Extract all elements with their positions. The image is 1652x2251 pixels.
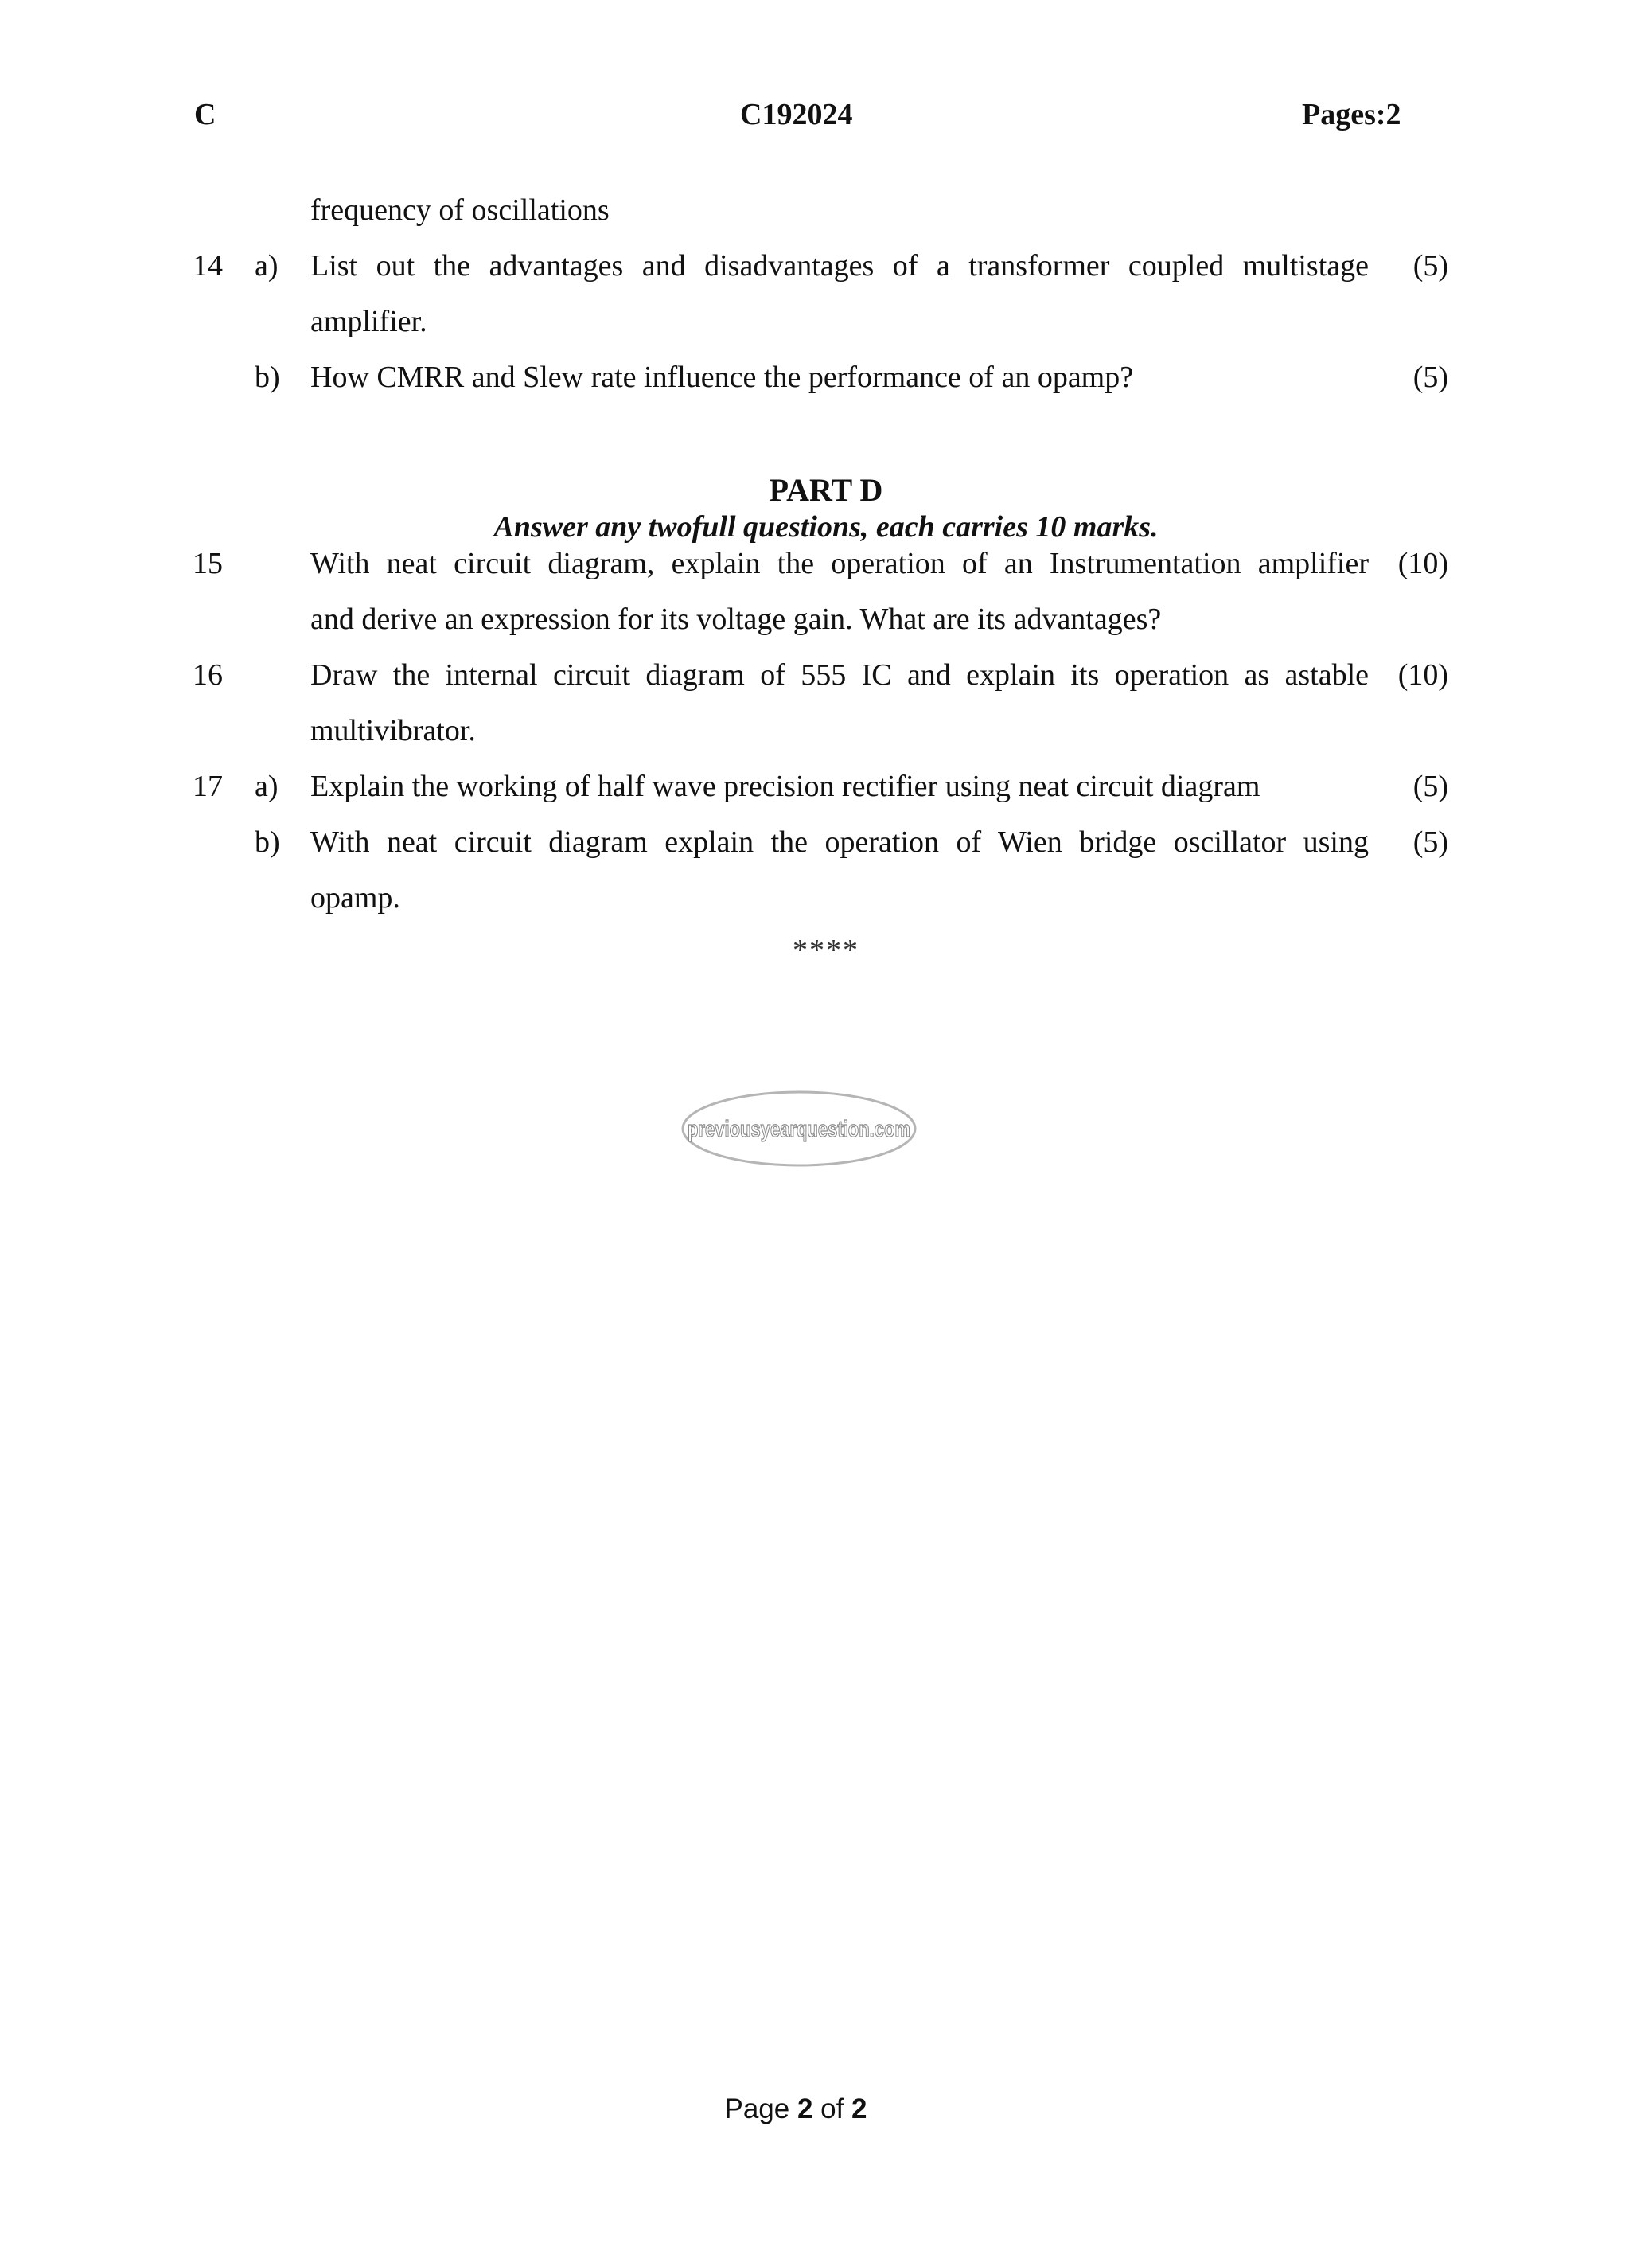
- footer-prefix: Page: [724, 2093, 797, 2124]
- marks: (5): [1412, 361, 1448, 394]
- question-text: How CMRR and Slew rate influence the performance of an opamp?: [310, 361, 1134, 394]
- marks: (5): [1412, 249, 1448, 283]
- question-text-line: With neat circuit diagram, explain the operation of an Instrumentation amplifier: [310, 547, 1369, 580]
- question-text-line: With neat circuit diagram explain the operation of Wien bridge oscillator using: [310, 825, 1369, 859]
- svg-text:previousyearquestion.com: previousyearquestion.com: [688, 1117, 910, 1142]
- sub-question-label: b): [255, 361, 280, 394]
- section-instruction: Answer any twofull questions, each carries 10 marks.: [493, 510, 1159, 544]
- paper-series: C: [194, 98, 216, 131]
- sub-question-label: b): [255, 825, 280, 859]
- question-text: Explain the working of half wave precision rectifier using neat circuit diagram: [310, 770, 1260, 803]
- sub-question-label: a): [255, 770, 279, 803]
- question-number: 15: [193, 547, 223, 580]
- question-text-line: Draw the internal circuit diagram of 555 IC and explain its operation as astable: [310, 658, 1369, 692]
- footer-current-page: 2: [797, 2093, 813, 2124]
- page-footer: [0, 2093, 1592, 2125]
- question-text-line: List out the advantages and disadvantages of a transformer coupled multistage: [310, 249, 1369, 283]
- paper-code: C192024: [740, 98, 853, 131]
- end-mark: ****: [793, 934, 859, 967]
- question-number: 16: [193, 658, 223, 692]
- watermark-logo: [680, 1089, 918, 1168]
- question-text-line: and derive an expression for its voltage gain. What are its advantages?: [310, 603, 1162, 636]
- question-number: 14: [193, 249, 223, 283]
- footer-total-pages: 2: [851, 2093, 867, 2124]
- question-text-line: amplifier.: [310, 305, 427, 338]
- marks: (10): [1397, 658, 1448, 692]
- question-number: 17: [193, 770, 223, 803]
- marks: (5): [1412, 825, 1448, 859]
- question-text-line: opamp.: [310, 881, 400, 915]
- footer-middle: of: [812, 2093, 852, 2124]
- question-text-line: multivibrator.: [310, 714, 476, 747]
- continuation-text: frequency of oscillations: [310, 193, 610, 227]
- page-count: Pages:2: [1302, 98, 1401, 131]
- marks: (5): [1412, 770, 1448, 803]
- marks: (10): [1397, 547, 1448, 580]
- sub-question-label: a): [255, 249, 279, 283]
- section-heading: PART D: [769, 472, 883, 508]
